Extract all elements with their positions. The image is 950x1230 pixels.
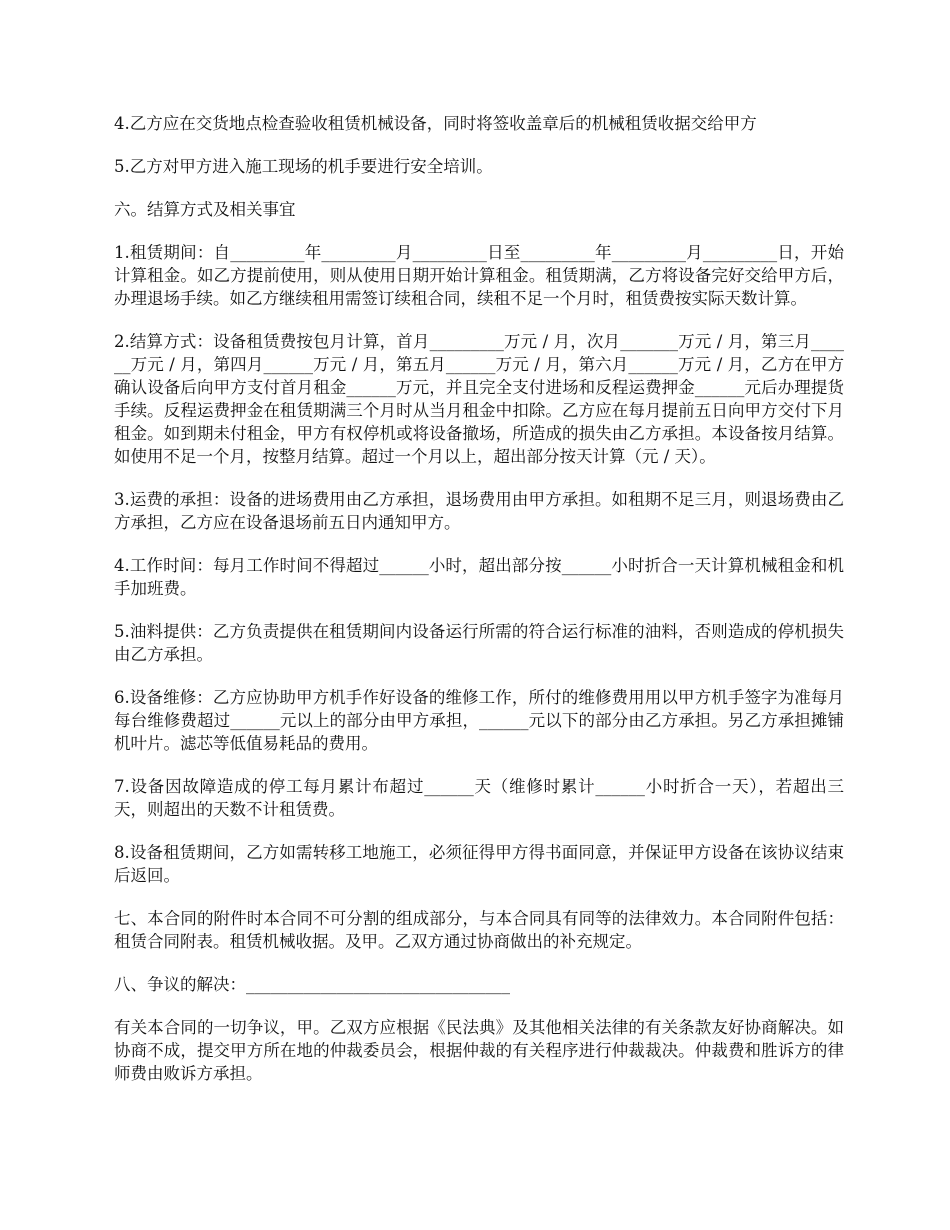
section-heading-settlement: 六。结算方式及相关事宜 bbox=[114, 200, 296, 219]
section-dispute-heading: 八、争议的解决：________________________________ bbox=[114, 975, 510, 994]
section-attachments: 七、本合同的附件时本合同不可分割的组成部分，与本合同具有同等的法律效力。本合同附件包括：租赁合同附表。租赁机械收据。及甲。乙双方通过协商做出的补充规定。 bbox=[114, 909, 844, 951]
clause-dispute-resolution: 有关本合同的一切争议，甲。乙双方应根据《民法典》及其他相关法律的有关条款友好协商解决。如协商不成，提交甲方所在地的仲裁委员会，根据仲裁的有关程序进行仲裁裁决。仲裁费和胜诉方的律师费由败诉方承担。 bbox=[114, 1018, 844, 1083]
clause-site-transfer: 8.设备租赁期间，乙方如需转移工地施工，必须征得甲方得书面同意，并保证甲方设备在该协议结束后返回。 bbox=[114, 843, 844, 885]
clause-downtime: 7.设备因故障造成的停工每月累计布超过______天（维修时累计______小时折合一天），若超出三天，则超出的天数不计租赁费。 bbox=[114, 777, 844, 819]
document-page bbox=[114, 112, 844, 1105]
clause-lease-period: 1.租赁期间：自_________年_________月_________日至_________年_________月_________日，开始计算租金。如乙方提前使用，则从使用日期开始计算租金。租赁期满，乙方将设备完好交给甲方后，办理退场手续。如乙方继续租用需签订续租合同，续租不足一个月时，租赁费按实际天数计算。 bbox=[114, 243, 844, 308]
clause-settlement-method: 2.结算方式：设备租赁费按包月计算，首月_________万元 / 月，次月_______万元 / 月，第三月______万元 / 月，第四月______万元 / 月，第五月______万元 / 月，第六月______万元 / 月，乙方在甲方确认设备后向甲方支付首月租金______万元，并且完全支付进场和反程运费押金______元后办理提货手续。反程运费押金在租赁期满三个月时从当月租金中扣除。乙方应在每月提前五日向甲方交付下月租金。如到期未付租金，甲方有权停机或将设备撤场，所造成的损失由乙方承担。本设备按月结算。如使用不足一个月，按整月结算。超过一个月以上，超出部分按天计算（元 / 天）。 bbox=[114, 332, 844, 466]
clause-fuel-supply: 5.油料提供：乙方负责提供在租赁期间内设备运行所需的符合运行标准的油料，否则造成的停机损失由乙方承担。 bbox=[114, 622, 844, 664]
clause-maintenance: 6.设备维修：乙方应协助甲方机手作好设备的维修工作，所付的维修费用用以甲方机手签字为准每月每台维修费超过______元以上的部分由甲方承担，______元以下的部分由乙方承担。另乙方承担摊铺机叶片。滤芯等低值易耗品的费用。 bbox=[114, 688, 844, 753]
clause-delivery-inspection: 4.乙方应在交货地点检查验收租赁机械设备，同时将签收盖章后的机械租赁收据交给甲方 bbox=[114, 114, 757, 133]
clause-working-hours: 4.工作时间：每月工作时间不得超过______小时，超出部分按______小时折合一天计算机械租金和机手加班费。 bbox=[114, 556, 844, 598]
clause-freight: 3.运费的承担：设备的进场费用由乙方承担，退场费用由甲方承担。如租期不足三月，则退场费由乙方承担，乙方应在设备退场前五日内通知甲方。 bbox=[114, 490, 844, 532]
clause-safety-training: 5.乙方对甲方进入施工现场的机手要进行安全培训。 bbox=[114, 157, 493, 176]
